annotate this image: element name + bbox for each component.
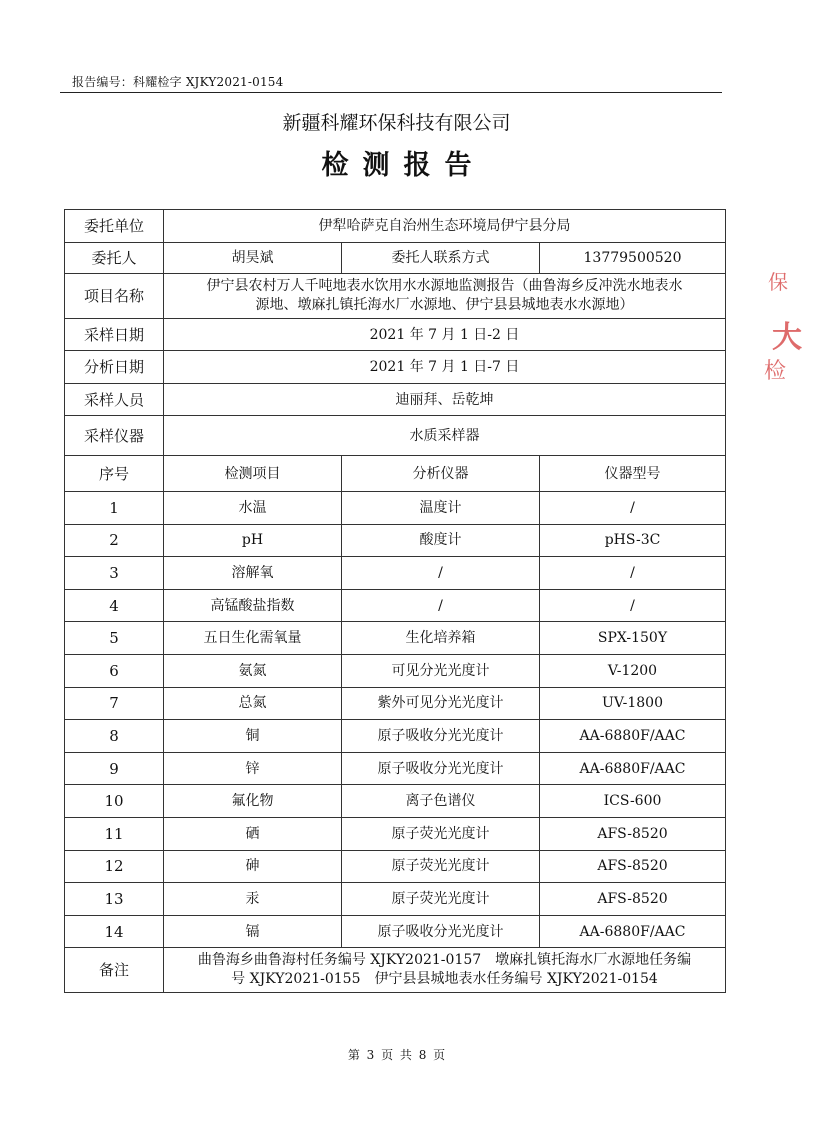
- row-sampling-date: [65, 319, 726, 351]
- sampling-date-label: 采样日期: [65, 319, 164, 351]
- row-model: /: [540, 557, 726, 590]
- row-index: 4: [65, 589, 164, 622]
- row-item: 镉: [164, 915, 342, 948]
- row-index: 14: [65, 915, 164, 948]
- stamp-char-2: 大: [772, 320, 802, 355]
- row-item: pH: [164, 524, 342, 557]
- table-header-row: [65, 456, 726, 492]
- table-row: [65, 492, 726, 525]
- row-sampler-instrument: [65, 416, 726, 456]
- row-model: UV-1800: [540, 687, 726, 720]
- table-row: [65, 557, 726, 590]
- row-instrument: 原子吸收分光光度计: [342, 720, 540, 753]
- row-item: 氨氮: [164, 654, 342, 687]
- row-index: 1: [65, 492, 164, 525]
- row-item: 汞: [164, 883, 342, 916]
- row-index: 10: [65, 785, 164, 818]
- sampler-value: 迪丽拜、岳乾坤: [164, 384, 726, 416]
- sampling-date-value: 2021 年 7 月 1 日-2 日: [164, 319, 726, 351]
- row-client-person: [65, 243, 726, 274]
- row-model: AFS-8520: [540, 850, 726, 883]
- row-index: 13: [65, 883, 164, 916]
- row-index: 2: [65, 524, 164, 557]
- row-item: 溶解氧: [164, 557, 342, 590]
- project-label: 项目名称: [65, 274, 164, 319]
- row-model: AA-6880F/AAC: [540, 915, 726, 948]
- row-item: 硒: [164, 817, 342, 850]
- table-row: [65, 622, 726, 655]
- row-instrument: 紫外可见分光光度计: [342, 687, 540, 720]
- stamp-char-3: 检: [764, 359, 787, 384]
- row-sampler: [65, 384, 726, 416]
- row-instrument: /: [342, 557, 540, 590]
- row-instrument: 酸度计: [342, 524, 540, 557]
- document-title: 检测报告: [321, 150, 486, 181]
- remarks-value: [164, 948, 726, 993]
- client-unit-label: 委托单位: [65, 210, 164, 243]
- header-instrument: 分析仪器: [342, 456, 540, 492]
- contact-label: 委托人联系方式: [342, 243, 540, 274]
- row-instrument: 可见分光光度计: [342, 654, 540, 687]
- row-model: AFS-8520: [540, 817, 726, 850]
- report-table-body: [65, 210, 726, 492]
- sampler-instrument-value: 水质采样器: [164, 416, 726, 456]
- table-row: [65, 589, 726, 622]
- row-remarks: [65, 948, 726, 993]
- seal-stamp: [758, 262, 818, 402]
- row-instrument: /: [342, 589, 540, 622]
- row-index: 5: [65, 622, 164, 655]
- stamp-char-1: 保: [768, 270, 788, 294]
- row-instrument: 生化培养箱: [342, 622, 540, 655]
- row-item: 氟化物: [164, 785, 342, 818]
- project-line-2: 源地、墩麻扎镇托海水厂水源地、伊宁县县城地表水水源地）: [255, 297, 634, 313]
- sampler-label: 采样人员: [65, 384, 164, 416]
- data-rows: [65, 492, 726, 948]
- table-row: [65, 915, 726, 948]
- row-model: ICS-600: [540, 785, 726, 818]
- header-model: 仪器型号: [540, 456, 726, 492]
- remarks-section: [65, 948, 726, 993]
- row-index: 7: [65, 687, 164, 720]
- row-item: 水温: [164, 492, 342, 525]
- row-instrument: 原子荧光光度计: [342, 883, 540, 916]
- client-unit-value: 伊犁哈萨克自治州生态环境局伊宁县分局: [164, 210, 726, 243]
- remarks-line-1: 曲鲁海乡曲鲁海村任务编号 XJKY2021-0157 墩麻扎镇托海水厂水源地任务编: [197, 952, 692, 969]
- row-instrument: 原子荧光光度计: [342, 850, 540, 883]
- table-row: [65, 654, 726, 687]
- project-line-1: 伊宁县农村万人千吨地表水饮用水水源地监测报告（曲鲁海乡反冲洗水地表水: [206, 278, 683, 294]
- row-index: 12: [65, 850, 164, 883]
- row-analysis-date: [65, 351, 726, 384]
- table-row: [65, 883, 726, 916]
- row-model: pHS-3C: [540, 524, 726, 557]
- row-index: 11: [65, 817, 164, 850]
- client-person-value: 胡昊斌: [164, 243, 342, 274]
- table-row: [65, 687, 726, 720]
- table-row: [65, 785, 726, 818]
- analysis-date-value: 2021 年 7 月 1 日-7 日: [164, 351, 726, 384]
- row-model: V-1200: [540, 654, 726, 687]
- header-item: 检测项目: [164, 456, 342, 492]
- sampler-instrument-label: 采样仪器: [65, 416, 164, 456]
- row-model: /: [540, 589, 726, 622]
- row-item: 高锰酸盐指数: [164, 589, 342, 622]
- row-item: 铜: [164, 720, 342, 753]
- row-item: 总氮: [164, 687, 342, 720]
- row-model: AFS-8520: [540, 883, 726, 916]
- contact-value: 13779500520: [540, 243, 726, 274]
- report-number: 报告编号：科耀检字 XJKY2021-0154: [72, 75, 284, 89]
- table-row: [65, 817, 726, 850]
- row-item: 五日生化需氧量: [164, 622, 342, 655]
- table-row: [65, 524, 726, 557]
- row-model: SPX-150Y: [540, 622, 726, 655]
- table-row: [65, 720, 726, 753]
- row-instrument: 离子色谱仪: [342, 785, 540, 818]
- row-index: 8: [65, 720, 164, 753]
- client-person-label: 委托人: [65, 243, 164, 274]
- row-model: /: [540, 492, 726, 525]
- project-value: [164, 274, 726, 319]
- row-item: 砷: [164, 850, 342, 883]
- company-name: 新疆科耀环保科技有限公司: [282, 112, 511, 134]
- row-model: AA-6880F/AAC: [540, 752, 726, 785]
- row-instrument: 原子吸收分光光度计: [342, 752, 540, 785]
- header-divider: [60, 92, 722, 93]
- row-client-unit: [65, 210, 726, 243]
- row-instrument: 原子荧光光度计: [342, 817, 540, 850]
- row-instrument: 原子吸收分光光度计: [342, 915, 540, 948]
- remarks-label: 备注: [65, 948, 164, 993]
- row-item: 锌: [164, 752, 342, 785]
- table-row: [65, 752, 726, 785]
- row-instrument: 温度计: [342, 492, 540, 525]
- row-index: 6: [65, 654, 164, 687]
- header-index: 序号: [65, 456, 164, 492]
- row-index: 9: [65, 752, 164, 785]
- table-row: [65, 850, 726, 883]
- remarks-line-2: 号 XJKY2021-0155 伊宁县县城地表水任务编号 XJKY2021-0154: [231, 971, 658, 988]
- report-table: [64, 209, 726, 993]
- analysis-date-label: 分析日期: [65, 351, 164, 384]
- page-number: 第 3 页 共 8 页: [347, 1048, 446, 1062]
- row-model: AA-6880F/AAC: [540, 720, 726, 753]
- row-index: 3: [65, 557, 164, 590]
- row-project: [65, 274, 726, 319]
